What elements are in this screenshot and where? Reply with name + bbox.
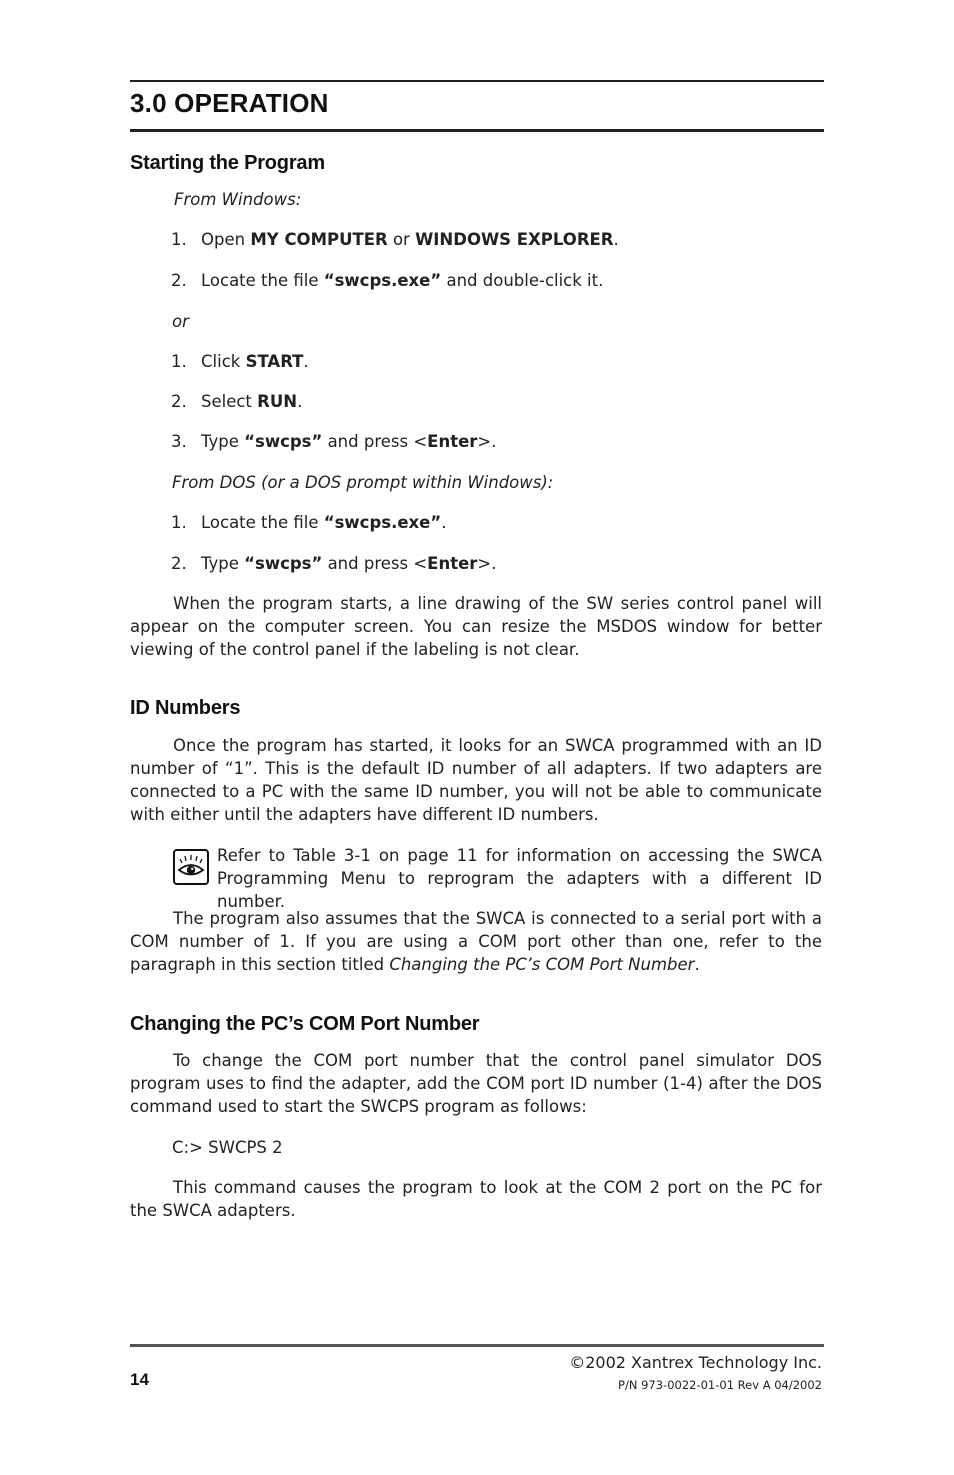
section-heading-starting: Starting the Program [130, 152, 325, 174]
dos-command: C:> SWCPS 2 [172, 1138, 283, 1157]
body-paragraph: Once the program has started, it looks for an SWCA programmed with an ID number of “1”. This is the default ID number of all adapters. If two adapters are connected to a PC with the same ID number, you will not be able to communicate with either until the adapters have different ID numbers. [130, 736, 822, 824]
body-paragraph: This command causes the program to look at the COM 2 port on the PC for the SWCA adapters. [130, 1178, 822, 1220]
note-text: Refer to Table 3-1 on page 11 for information on accessing the SWCA Programming Menu to reprogram the adapters with a different ID number. [217, 846, 822, 911]
section-reference: Changing the PC’s COM Port Number [389, 955, 695, 974]
list-item: 3. Type “swcps” and press <Enter>. [171, 432, 497, 451]
list-item: 2. Select RUN. [171, 392, 303, 411]
section-heading-com-port: Changing the PC’s COM Port Number [130, 1013, 480, 1035]
from-dos-label: From DOS (or a DOS prompt within Windows): [172, 473, 554, 492]
top-rule [130, 80, 824, 82]
list-item: 1. Click START. [171, 352, 309, 371]
body-paragraph: The program also assumes that the SWCA is connected to a serial port with a COM number of 1. If you are using a COM port other than one, refer to the paragraph in this section titled Changing the PC’s COM Port Number. [130, 909, 822, 974]
list-item: 1. Locate the file “swcps.exe”. [171, 513, 447, 532]
chapter-title: 3.0 OPERATION [130, 88, 329, 118]
part-number: P/N 973-0022-01-01 Rev A 04/2002 [618, 1378, 822, 1392]
footer-rule [130, 1344, 824, 1347]
list-item: 2. Locate the file “swcps.exe” and double-click it. [171, 271, 604, 290]
or-label: or [172, 312, 189, 331]
body-paragraph: When the program starts, a line drawing of the SW series control panel will appear on the computer screen. You can resize the MSDOS window for better viewing of the control panel if the labeling is not clear. [130, 594, 822, 659]
body-paragraph: To change the COM port number that the control panel simulator DOS program uses to find the adapter, add the COM port ID number (1-4) after the DOS command used to start the SWCPS program as follows: [130, 1051, 822, 1116]
page-number: 14 [130, 1370, 149, 1389]
copyright: ©2002 Xantrex Technology Inc. [569, 1353, 822, 1372]
eye-icon [173, 849, 209, 885]
section-heading-id-numbers: ID Numbers [130, 697, 241, 719]
from-windows-label: From Windows: [174, 190, 302, 209]
title-underline [130, 129, 824, 132]
list-item: 2. Type “swcps” and press <Enter>. [171, 554, 497, 573]
list-item: 1. Open MY COMPUTER or WINDOWS EXPLORER. [171, 230, 619, 249]
